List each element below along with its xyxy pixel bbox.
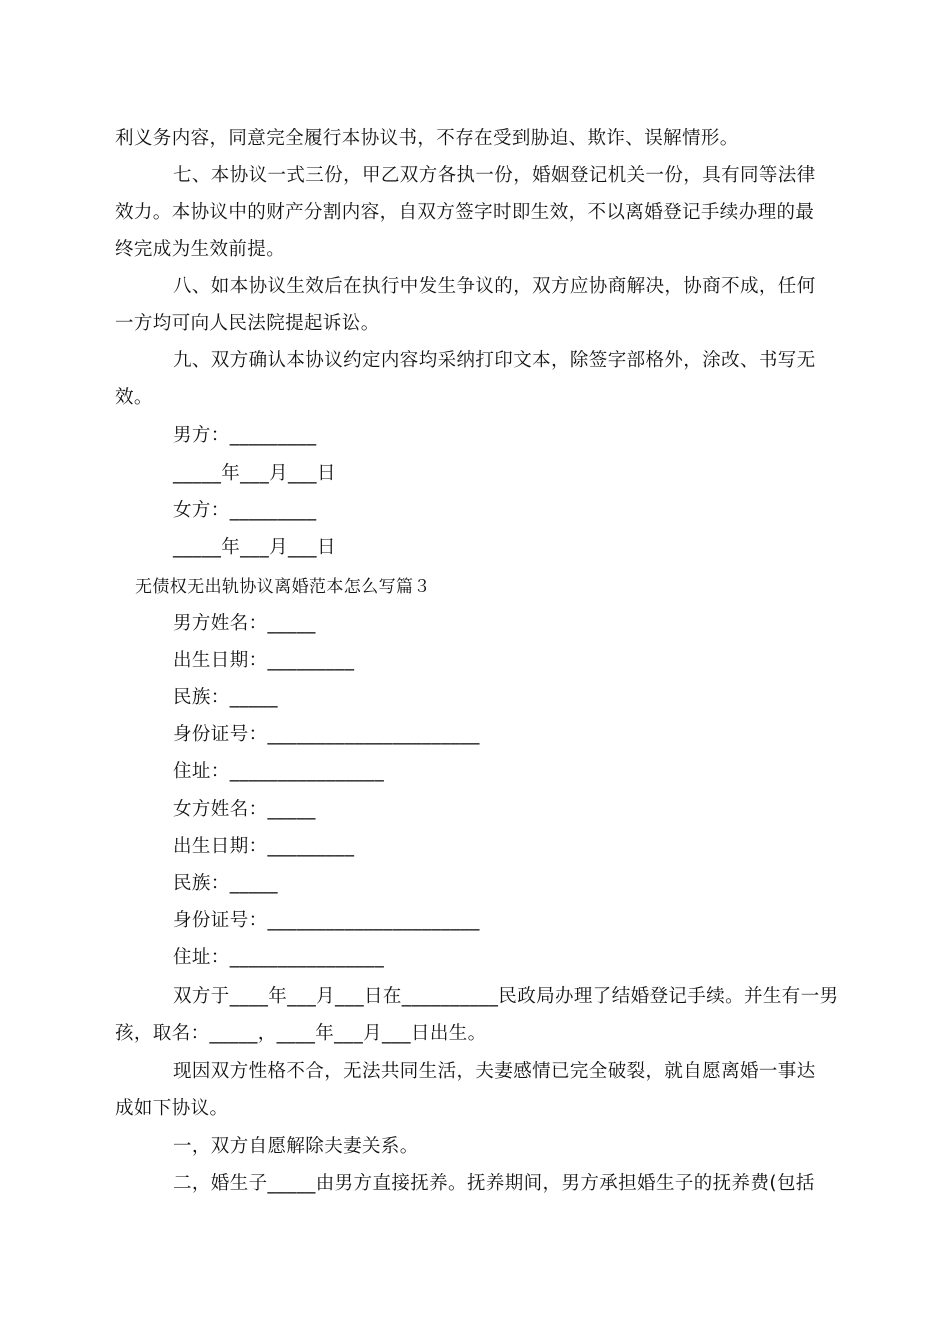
section-heading: 无债权无出轨协议离婚范本怎么写篇３ xyxy=(135,577,431,597)
male-ethnicity-field: 民族：_____ xyxy=(173,687,278,708)
clause-nine-line: 九、双方确认本协议约定内容均采纳打印文本，除签字部格外，涂改、书写无 xyxy=(173,350,816,371)
paragraph-line: 利义务内容，同意完全履行本协议书，不存在受到胁迫、欺诈、误解情形。 xyxy=(115,128,739,149)
paragraph-line: 效。 xyxy=(115,387,153,408)
female-ethnicity-field: 民族：_____ xyxy=(173,873,278,894)
clause-two-line: 二，婚生子_____由男方直接抚养。抚养期间，男方承担婚生子的抚养费(包括 xyxy=(173,1173,815,1194)
male-name-field: 男方姓名：_____ xyxy=(173,613,316,634)
clause-one-line: 一，双方自愿解除夫妻关系。 xyxy=(173,1136,419,1157)
male-birth-date-field: 出生日期：_________ xyxy=(173,650,355,671)
male-id-number-field: 身份证号：______________________ xyxy=(173,724,480,745)
paragraph-line: 孩，取名：_____，____年___月___日出生。 xyxy=(115,1023,487,1044)
clause-seven-line: 七、本协议一式三份，甲乙双方各执一份，婚姻登记机关一份，具有同等法律 xyxy=(173,165,816,186)
female-birth-date-field: 出生日期：_________ xyxy=(173,836,355,857)
paragraph-line: 成如下协议。 xyxy=(115,1098,229,1119)
paragraph-line: 一方均可向人民法院提起诉讼。 xyxy=(115,313,380,334)
female-id-number-field: 身份证号：______________________ xyxy=(173,910,480,931)
marriage-registration-line: 双方于____年___月___日在__________民政局办理了结婚登记手续。并生有一男 xyxy=(173,986,839,1007)
male-signature-field: 男方：_________ xyxy=(173,425,317,446)
female-name-field: 女方姓名：_____ xyxy=(173,799,316,820)
paragraph-line: 终完成为生效前提。 xyxy=(115,239,286,260)
reason-paragraph-line: 现因双方性格不合，无法共同生活，夫妻感情已完全破裂，就自愿离婚一事达 xyxy=(173,1061,816,1082)
clause-eight-line: 八、如本协议生效后在执行中发生争议的，双方应协商解决，协商不成，任何 xyxy=(173,276,816,297)
male-address-field: 住址：________________ xyxy=(173,761,385,782)
paragraph-line: 效力。本协议中的财产分割内容，自双方签字时即生效，不以离婚登记手续办理的最 xyxy=(115,202,815,223)
female-address-field: 住址：________________ xyxy=(173,947,385,968)
female-signature-field: 女方：_________ xyxy=(173,500,317,521)
male-signature-date: _____年___月___日 xyxy=(173,463,336,484)
female-signature-date: _____年___月___日 xyxy=(173,537,336,558)
